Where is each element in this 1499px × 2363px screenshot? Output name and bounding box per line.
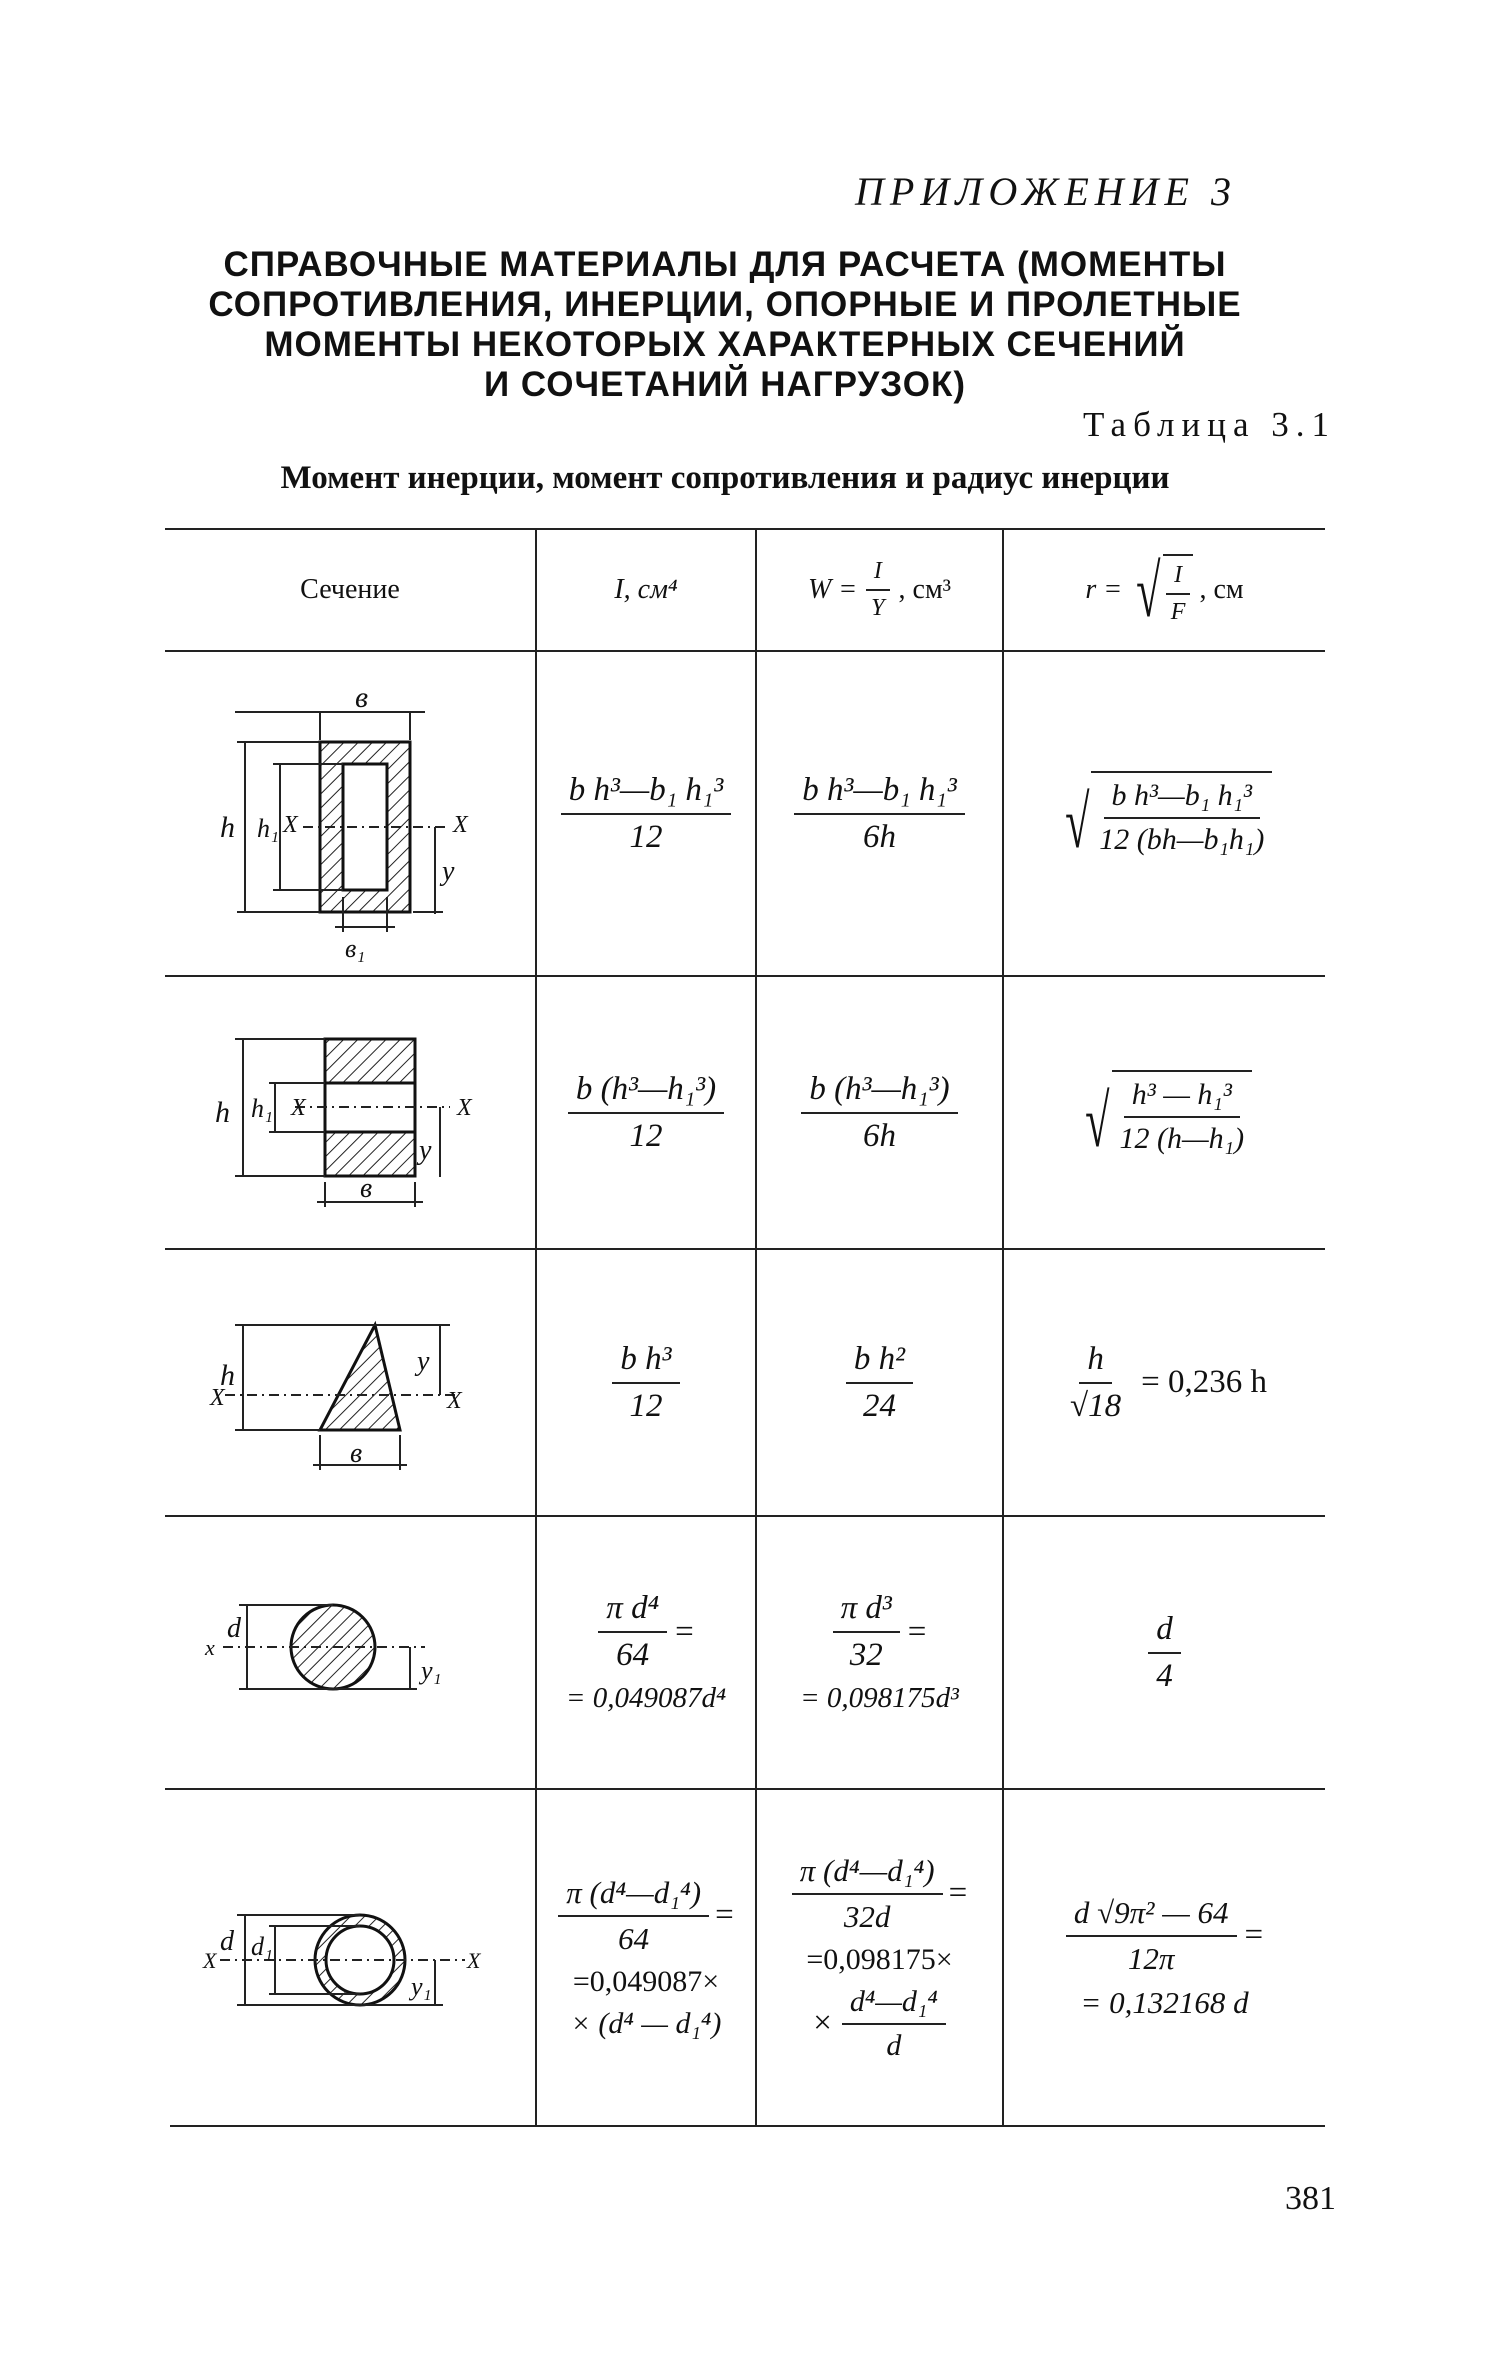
row3-I xyxy=(537,1250,755,1515)
svg-text:X: X xyxy=(203,1948,217,1973)
row5-I-eq: = xyxy=(715,1897,734,1933)
row4-I xyxy=(537,1517,755,1788)
appendix-label: ПРИЛОЖЕНИЕ 3 xyxy=(855,169,1237,214)
header-r-den: F xyxy=(1170,599,1186,625)
svg-text:y₁: y₁ xyxy=(421,1656,442,1685)
row1-r-num: b h³—b₁ h₁³ xyxy=(1104,779,1261,819)
ring-diagram xyxy=(165,1790,535,2125)
row5-I-line3: × (d⁴ — d₁⁴) xyxy=(570,2006,722,2040)
header-W xyxy=(757,530,1002,650)
header-r-num: I xyxy=(1166,562,1190,595)
row2-I-num: b (h³—h₁³) xyxy=(568,1071,724,1114)
svg-text:X: X xyxy=(447,1388,462,1414)
i-section-diagram xyxy=(165,977,535,1248)
row5-W-num2: d⁴—d₁⁴ xyxy=(842,1985,946,2025)
row5-W xyxy=(757,1790,1002,2125)
header-W-symbol: W = xyxy=(807,574,858,605)
header-I-label: I, см⁴ xyxy=(614,574,678,605)
row4-r-num: d xyxy=(1148,1611,1181,1654)
table-label: Таблица 3.1 xyxy=(1083,405,1336,444)
title-line: СОПРОТИВЛЕНИЯ, ИНЕРЦИИ, ОПОРНЫЕ И ПРОЛЕТНЫЕ xyxy=(208,285,1242,324)
row4-I-line2: = 0,049087d⁴ xyxy=(565,1682,727,1714)
row4-I-eq: = xyxy=(675,1613,694,1650)
row4-W xyxy=(757,1517,1002,1788)
row4-W-line2: = 0,098175d³ xyxy=(800,1682,959,1714)
table-caption: Момент инерции, момент сопротивления и радиус инерции xyxy=(280,460,1170,496)
svg-text:в: в xyxy=(355,681,369,714)
row4-W-eq: = xyxy=(907,1613,927,1650)
svg-text:y: y xyxy=(417,1346,430,1377)
page-number: 381 xyxy=(1285,2180,1336,2217)
triangle-diagram xyxy=(165,1250,535,1515)
row2-I xyxy=(537,977,755,1248)
svg-text:X: X xyxy=(453,812,468,838)
svg-text:X: X xyxy=(457,1095,472,1121)
row5-r-line2: = 0,132168 d xyxy=(1080,1984,1249,2020)
svg-text:d₁: d₁ xyxy=(251,1932,274,1961)
row4-r-den: 4 xyxy=(1156,1657,1173,1694)
svg-text:X: X xyxy=(467,1948,481,1973)
svg-text:X: X xyxy=(210,1385,225,1411)
svg-text:h: h xyxy=(215,1096,230,1129)
svg-text:h: h xyxy=(220,1359,235,1392)
row1-W-num: b h³—b₁ h₁³ xyxy=(794,772,965,815)
row2-W-den: 6h xyxy=(863,1117,896,1154)
row5-W-mult: × xyxy=(813,2005,832,2041)
header-r-symbol: r = xyxy=(1085,574,1123,605)
row5-r xyxy=(1004,1790,1325,2125)
row3-W xyxy=(757,1250,1002,1515)
row1-r-den: 12 (bh—b₁h₁) xyxy=(1099,822,1265,856)
row5-W-eq: = xyxy=(948,1875,968,1911)
row3-r-tail: = 0,236 h xyxy=(1141,1364,1267,1400)
svg-text:y: y xyxy=(419,1135,432,1166)
circle-diagram xyxy=(165,1517,535,1788)
row1-I-num: b h³—b₁ h₁³ xyxy=(561,772,732,815)
hollow-rectangle-diagram xyxy=(165,652,535,975)
row4-I-den: 64 xyxy=(616,1637,650,1673)
svg-text:h₁: h₁ xyxy=(251,1094,274,1123)
row5-r-den: 12π xyxy=(1127,1940,1175,1976)
svg-text:y₁: y₁ xyxy=(411,1972,432,2001)
row5-r-eq: = xyxy=(1244,1917,1264,1953)
table-bottom-rule xyxy=(170,2125,1325,2127)
row4-I-num: π d⁴ xyxy=(598,1590,667,1633)
row1-W xyxy=(757,652,1002,975)
header-section xyxy=(165,530,535,650)
row2-r-den: 12 (h—h₁) xyxy=(1119,1121,1245,1155)
header-r-unit: , см xyxy=(1199,574,1244,605)
row5-I-den: 64 xyxy=(618,1920,650,1956)
header-section-label: Сечение xyxy=(300,574,400,605)
title-line: МОМЕНТЫ НЕКОТОРЫХ ХАРАКТЕРНЫХ СЕЧЕНИЙ xyxy=(264,325,1186,364)
svg-text:y: y xyxy=(442,856,455,887)
svg-text:X: X xyxy=(291,1095,306,1121)
row3-I-den: 12 xyxy=(629,1387,663,1424)
svg-text:в: в xyxy=(360,1173,373,1204)
row3-r-den: √18 xyxy=(1070,1387,1122,1424)
row1-r xyxy=(1004,652,1325,975)
row3-I-num: b h³ xyxy=(612,1341,679,1384)
row3-r-num: h xyxy=(1079,1341,1112,1384)
header-r xyxy=(1004,530,1325,650)
row5-I-num: π (d⁴—d₁⁴) xyxy=(558,1875,709,1917)
svg-text:в₁: в₁ xyxy=(345,934,366,963)
sqrt-icon: √ xyxy=(1136,551,1161,634)
svg-text:h₁: h₁ xyxy=(257,814,280,843)
row5-I-line2: =0,049087× xyxy=(572,1964,720,1998)
header-W-den: Y xyxy=(871,595,885,621)
header-W-unit: , см³ xyxy=(898,574,952,605)
row5-W-line2: =0,098175× xyxy=(806,1942,953,1976)
row5-r-num: d √9π² — 64 xyxy=(1066,1895,1237,1937)
row5-W-den2: d xyxy=(886,2028,902,2062)
title-line: И СОЧЕТАНИЙ НАГРУЗОК) xyxy=(484,365,966,404)
row3-W-num: b h² xyxy=(846,1341,913,1384)
sqrt-icon: √ xyxy=(1085,1080,1110,1163)
row1-I-den: 12 xyxy=(629,818,663,855)
row2-W xyxy=(757,977,1002,1248)
svg-text:в: в xyxy=(350,1438,363,1469)
svg-text:x: x xyxy=(205,1635,215,1660)
row4-W-den: 32 xyxy=(849,1637,883,1673)
row5-W-den: 32d xyxy=(843,1898,891,1934)
svg-text:d: d xyxy=(227,1613,241,1644)
row2-W-num: b (h³—h₁³) xyxy=(801,1071,957,1114)
row1-I xyxy=(537,652,755,975)
row5-I xyxy=(537,1790,755,2125)
row5-W-num: π (d⁴—d₁⁴) xyxy=(792,1853,943,1895)
row2-I-den: 12 xyxy=(629,1117,663,1154)
row2-r xyxy=(1004,977,1325,1248)
row4-W-num: π d³ xyxy=(833,1590,900,1633)
svg-text:h: h xyxy=(220,811,235,844)
svg-text:d: d xyxy=(220,1926,234,1957)
row2-r-num: h³ — h₁³ xyxy=(1124,1078,1240,1118)
row1-W-den: 6h xyxy=(862,818,896,855)
row3-W-den: 24 xyxy=(863,1387,896,1424)
header-I xyxy=(537,530,755,650)
sqrt-icon: √ xyxy=(1064,781,1090,864)
row4-r xyxy=(1004,1517,1325,1788)
header-W-num: I xyxy=(866,558,890,591)
svg-text:X: X xyxy=(283,812,298,838)
page-title xyxy=(150,245,1300,405)
title-line: СПРАВОЧНЫЕ МАТЕРИАЛЫ ДЛЯ РАСЧЕТА (МОМЕНТЫ xyxy=(223,245,1227,284)
row3-r xyxy=(1004,1250,1325,1515)
